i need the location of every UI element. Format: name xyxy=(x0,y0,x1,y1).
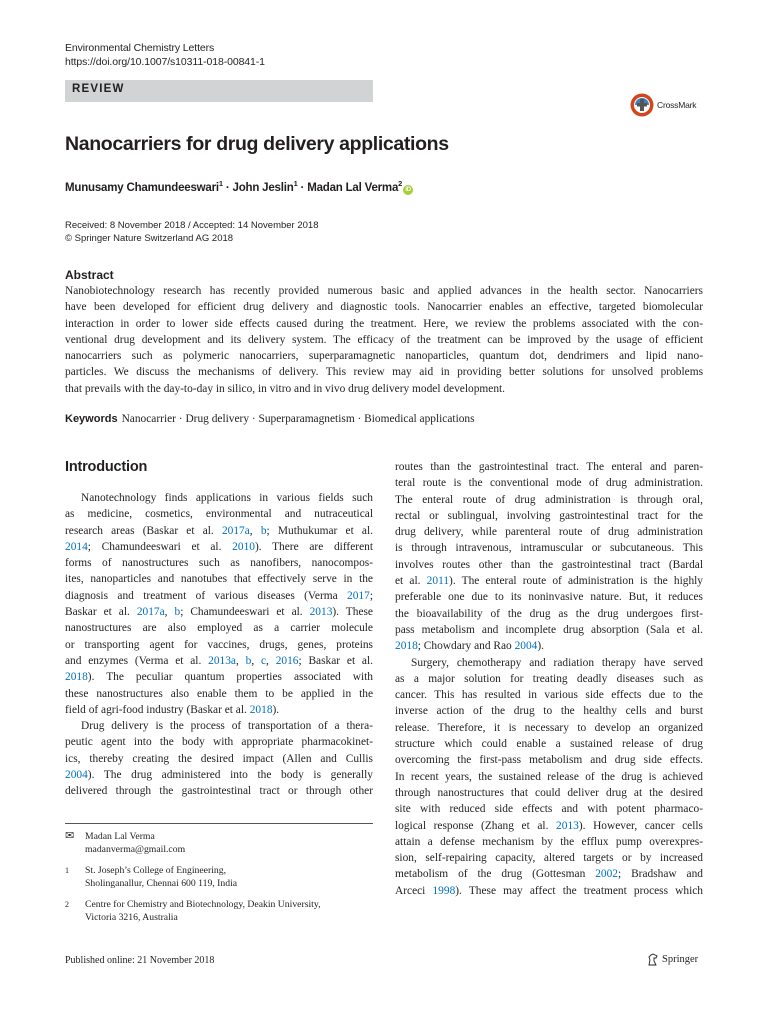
text-line: is through intravenous, intramuscular or subcutaneous. This xyxy=(395,542,703,555)
text-line: forms of nanostructures such as nanofibers, nanocompos- xyxy=(65,557,373,570)
citation-link[interactable]: 2011 xyxy=(426,575,450,588)
citation-link[interactable]: b xyxy=(174,606,181,619)
orcid-icon[interactable]: iD xyxy=(403,185,413,195)
text-line: pass metabolism and incomplete drug absorption (Sala et al. xyxy=(395,623,703,636)
affiliation-line: Centre for Chemistry and Biotechnology, Deakin University, xyxy=(85,899,321,910)
affiliation-line: Victoria 3216, Australia xyxy=(85,912,178,923)
publisher-name: Springer xyxy=(662,954,699,965)
text-line: release. Therefore, it is necessary to develop an organized xyxy=(395,721,703,734)
text-line: peutic agent into the body with appropriate pharmacokinet- xyxy=(65,736,373,749)
text-line: cancer. This has resulted in various side effects due to the xyxy=(395,689,703,702)
text-line: routes than the gastrointestinal tract. The enteral and paren- xyxy=(395,461,703,473)
crossmark-badge[interactable] xyxy=(630,93,696,117)
citation-link[interactable]: 2013 xyxy=(556,819,579,832)
text-span: research areas (Baskar et al. xyxy=(65,524,222,537)
text-line: overcoming the first-pass metabolism and drug side effects. xyxy=(395,754,703,767)
text-line xyxy=(65,604,373,620)
author-name[interactable]: John Jeslin xyxy=(232,181,294,194)
journal-header xyxy=(65,41,265,69)
citation-link[interactable]: 2014 xyxy=(65,540,88,553)
text-line: nanostructures are also employed as a carrier molecule xyxy=(65,622,373,635)
text-line: these nanostructures also enable them to be applied in the xyxy=(65,687,373,700)
text-line: drug delivery, while parenteral route of drug administration xyxy=(395,526,703,539)
text-line: inverse action of the drug to the healthy cells and burst xyxy=(395,705,703,718)
abstract-line: have been developed for efficient drug delivery and diagnostic tools. Nanocarrier enables an effective, targeted biomolecular xyxy=(65,301,703,314)
author-separator: · xyxy=(222,181,233,194)
text-line: attain a defense mechanism by the efflux pump overexpres- xyxy=(395,835,703,848)
text-span: , xyxy=(249,524,261,537)
affiliation-number: 2 xyxy=(65,900,69,909)
author-list xyxy=(65,179,413,195)
text-line xyxy=(395,638,703,654)
text-line: The enteral route of drug administration is through oral, xyxy=(395,493,703,506)
text-span: diagnosis and treatment of various diseases (Verma xyxy=(65,589,348,602)
introduction-heading: Introduction xyxy=(65,459,148,475)
text-line: teral route is the conventional mode of drug administration. xyxy=(395,477,703,490)
corresponding-author-note xyxy=(65,830,373,856)
text-span: ). xyxy=(537,640,545,653)
abstract-line: Nanobiotechnology research has recently provided numerous basic and applied advances in the health sector. Nanocarriers xyxy=(65,285,703,297)
text-line: site with reduced side effects and with potent pharmaco- xyxy=(395,803,703,816)
corresponding-author-email[interactable]: madanverma@gmail.com xyxy=(85,844,186,855)
text-line: the bioavailability of the drug as the drug undergoes first- xyxy=(395,607,703,620)
text-span: ; Muthukumar et al. xyxy=(266,524,374,537)
text-span: et al. xyxy=(395,575,427,588)
text-line: structure which could enable a sustained release of drug xyxy=(395,738,703,751)
text-line: sion, self-repairing capacity, altered targets or by increased xyxy=(395,852,703,865)
affiliation-note xyxy=(65,898,373,924)
text-line: ites, nanoparticles and nanotubes that effectively serve in the xyxy=(65,573,373,586)
affiliation-marker: 1 xyxy=(218,179,223,188)
citation-link[interactable]: 2017a xyxy=(136,606,165,619)
text-span: ). These xyxy=(332,606,373,619)
corresponding-author-name: Madan Lal Verma xyxy=(85,831,155,842)
citation-link[interactable]: 2017a xyxy=(221,524,250,537)
text-span: logical response (Zhang et al. xyxy=(395,819,557,832)
citation-link[interactable]: 2018 xyxy=(249,703,273,716)
text-span: , xyxy=(266,654,276,667)
text-line xyxy=(65,523,373,539)
affiliation-marker: 2 xyxy=(398,179,403,188)
citation-link[interactable]: b xyxy=(260,524,267,537)
text-line xyxy=(65,767,373,783)
keywords-heading: Keywords xyxy=(65,413,118,425)
abstract-line: ventional drug development and its delivery system. The efficacy of the treatment can be improved by the usage of efficient xyxy=(65,333,703,346)
text-line xyxy=(65,669,373,685)
citation-link[interactable]: 2013a xyxy=(208,654,236,667)
text-span: Baskar et al. xyxy=(65,606,137,619)
text-span: ). These may affect the treatment process which xyxy=(455,884,704,897)
affiliation-line: Sholinganallur, Chennai 600 119, India xyxy=(85,878,238,889)
text-line xyxy=(65,653,373,669)
citation-link[interactable]: 2018 xyxy=(395,640,418,653)
text-span: ). There are different xyxy=(254,540,373,553)
right-column xyxy=(395,459,703,899)
text-span: ; Chamundeeswari et al. xyxy=(87,540,233,553)
abstract-line: that prevails with the day-to-day in silico, in vitro and in vivo drug delivery model development. xyxy=(65,382,506,395)
affiliation-note xyxy=(65,864,373,890)
section-type-bar xyxy=(65,80,373,102)
citation-link[interactable]: b xyxy=(245,654,252,667)
text-span: metabolism of the drug (Gottesman xyxy=(395,868,596,881)
abstract-body xyxy=(65,283,703,397)
citation-link[interactable]: 2004 xyxy=(514,640,538,653)
text-line: through nanostructures that could deliver drug at the desired xyxy=(395,786,703,799)
text-span: ; Chowdary and Rao xyxy=(417,640,515,653)
text-span: Arceci xyxy=(395,884,433,897)
text-span: ). However, cancer cells xyxy=(578,819,703,832)
text-line: rectal or sublingual, involving gastrointestinal tract for the xyxy=(395,509,703,522)
publisher-logo xyxy=(647,953,698,966)
citation-link[interactable]: 2018 xyxy=(65,671,88,684)
text-line: delivered through the gastrointestinal tract or through other xyxy=(65,785,373,798)
author-name[interactable]: Madan Lal Verma xyxy=(307,181,399,194)
text-span: , xyxy=(235,654,246,667)
affiliation-line: St. Joseph’s College of Engineering, xyxy=(85,865,226,876)
section-type-label: REVIEW xyxy=(72,83,125,95)
text-line: Nanotechnology finds applications in various fields such xyxy=(81,492,373,504)
abstract-line: interaction in order to lower side effects caused during the treatment. Here, we review the problems associated with the con- xyxy=(65,317,703,330)
text-line: or transporting agent for vaccines, drugs, genes, proteins xyxy=(65,638,373,651)
text-span: ; Bradshaw and xyxy=(617,868,703,881)
text-line: as medicine, cosmetics, environmental and nutraceutical xyxy=(65,508,373,521)
text-span: ). The enteral route of administration is the highly xyxy=(449,575,703,588)
footnote-divider xyxy=(65,823,373,824)
text-line: involves routes other than the gastrointestinal tract (Bardal xyxy=(395,558,703,571)
keywords-list: Nanocarrier · Drug delivery · Superparamagnetism · Biomedical applications xyxy=(121,413,475,425)
text-span: and enzymes (Verma et al. xyxy=(65,654,209,667)
article-title: Nanocarriers for drug delivery applications xyxy=(65,133,449,155)
text-line xyxy=(65,588,373,604)
text-span: ; xyxy=(369,589,373,602)
text-span: field of agri-food industry (Baskar et al. xyxy=(65,703,250,716)
abstract-line: particles. We discuss the mechanisms of delivery. This review may aid in providing better solutions for unsolved problems xyxy=(65,366,703,379)
citation-link[interactable]: 2002 xyxy=(595,868,618,881)
text-span: ; Baskar et al. xyxy=(298,654,373,667)
footnotes xyxy=(65,830,373,932)
text-line xyxy=(395,883,703,899)
citation-link[interactable]: c xyxy=(260,654,267,667)
copyright-notice: © Springer Nature Switzerland AG 2018 xyxy=(65,233,234,244)
crossmark-icon xyxy=(630,93,654,117)
text-line: In recent years, the sustained release of the drug is achieved xyxy=(395,770,703,783)
published-date: Published online: 21 November 2018 xyxy=(65,955,215,966)
affiliation-number: 1 xyxy=(65,866,69,875)
text-line: as a major solution for treating deadly diseases such as xyxy=(395,672,703,685)
author-name[interactable]: Munusamy Chamundeeswari xyxy=(65,181,219,194)
text-span: ). xyxy=(272,703,280,716)
text-line xyxy=(65,702,373,718)
text-span: ). The drug administered into the body is generally xyxy=(87,769,373,782)
text-line: ics, thereby creating the desired impact (Allen and Cullis xyxy=(65,752,373,765)
left-column xyxy=(65,490,373,800)
text-line xyxy=(395,818,703,834)
keywords xyxy=(65,413,475,425)
envelope-icon: ✉ xyxy=(65,830,75,842)
citation-link[interactable]: 2004 xyxy=(65,769,88,782)
text-line xyxy=(395,573,703,589)
citation-link[interactable]: 2010 xyxy=(232,540,255,553)
abstract-line: nanocarriers such as polymeric nanocarriers, superparamagnetic nanoparticles, quantum dot, dendrimers and lipid nano- xyxy=(65,350,703,363)
text-line xyxy=(65,539,373,555)
citation-link[interactable]: 1998 xyxy=(432,884,456,897)
abstract-heading: Abstract xyxy=(65,268,114,282)
text-span: , xyxy=(251,654,261,667)
author-separator: · xyxy=(297,181,308,194)
text-span: ). The peculiar quantum properties associated with xyxy=(87,671,373,684)
citation-link[interactable]: 2016 xyxy=(275,654,299,667)
citation-link[interactable]: 2013 xyxy=(309,606,333,619)
doi-link[interactable]: https://doi.org/10.1007/s10311-018-00841-1 xyxy=(65,56,265,68)
text-line: preferable one due to its noninvasive nature. But, it reduces xyxy=(395,591,703,604)
journal-name: Environmental Chemistry Letters xyxy=(65,42,215,54)
text-span: , xyxy=(164,606,175,619)
citation-link[interactable]: 2017 xyxy=(347,589,370,602)
text-line: Surgery, chemotherapy and radiation therapy have served xyxy=(411,656,703,669)
text-line: Drug delivery is the process of transportation of a thera- xyxy=(81,720,373,733)
crossmark-label: CrossMark xyxy=(657,100,697,110)
springer-horse-icon xyxy=(647,953,659,966)
text-line xyxy=(395,866,703,882)
received-accepted-dates: Received: 8 November 2018 / Accepted: 14 November 2018 xyxy=(65,220,319,231)
text-span: ; Chamundeeswari et al. xyxy=(180,606,310,619)
affiliation-marker: 1 xyxy=(293,179,298,188)
article-dates xyxy=(65,219,319,245)
